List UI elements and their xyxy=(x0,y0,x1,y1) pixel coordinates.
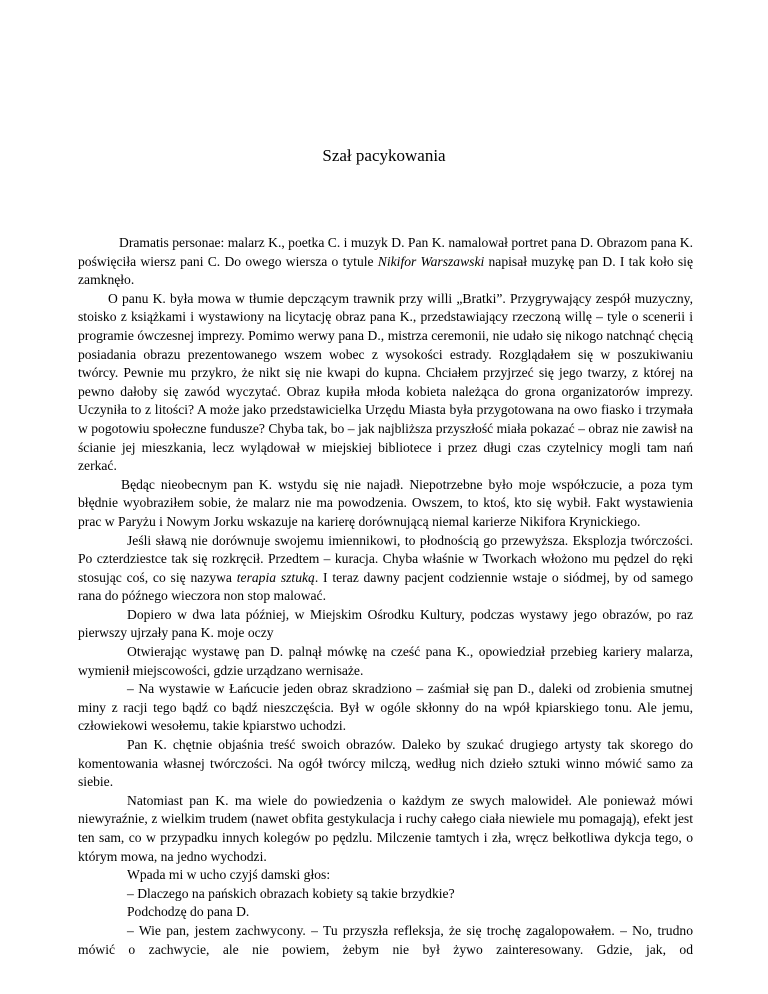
paragraph: O panu K. była mowa w tłumie depczącym trawnik przy willi „Bratki”. Przygrywający zespół muzyczny, stoisko z książkami i wystawiony na licytację obraz pana K., przedstawiający rzeczoną willę – tyle o scenerii i programie ówczesnej imprezy. Pomimo werwy pana D., mistrza ceremonii, nie udało się nikogo natchnąć chęcią posiadania obrazu prezentowanego wszem wobec z wysokości estrady. Rozglądałem się w poszukiwaniu twórcy. Pewnie mu przykro, że nikt się nie kwapi do kupna. Chciałem przyjrzeć się jego twarzy, z której na pewno dałoby się zawód wyczytać. Obraz kupiła młoda kobieta należąca do grona organizatorów imprezy. Uczyniła to z litości? A może jako przedstawicielka Urzędu Miasta była przygotowana na owo fiasko i trzymała w pogotowiu społeczne fundusze? Chyba tak, bo – jak najbliższa przyszłość miała pokazać – obraz nie zawisł na ścianie jej mieszkania, lecz wylądował w miejskiej bibliotece i przez długi czas czytelnicy mogli tam nań zerkać. xyxy=(78,290,693,474)
paragraph: – Dlaczego na pańskich obrazach kobiety są takie brzydkie? xyxy=(127,885,455,901)
paragraph: Podchodzę do pana D. xyxy=(127,904,250,920)
poem-title: Nikifor Warszawski xyxy=(377,253,485,269)
paragraph: Dopiero w dwa lata później, w Miejskim Ośrodku Kultury, podczas wystawy jego obrazów, po raz pierwszy ujrzały pana K. moje oczy xyxy=(78,606,693,641)
paragraph: – Na wystawie w Łańcucie jeden obraz skradziono – zaśmiał się pan D., daleki od zrobienia smutnej miny z racji tego bądź co bądź nieszczęścia. Był w ogóle skłonny do na wpół kpiarskiego tonu. Ale jemu, człowiekowi wesołemu, takie kpiarstwo uchodzi. xyxy=(78,681,693,734)
paragraph: Dramatis personae: malarz K., poetka C. i muzyk D. Pan K. namalował portret pana D. Obrazom pana K. poświęciła wiersz pani C. Do owego wiersza o tytule Nikifor Warszawski napisał muzykę pan D. I tak koło się zamknęło. xyxy=(78,235,693,288)
paragraph: Będąc nieobecnym pan K. wstydu się nie najadł. Niepotrzebne było moje współczucie, a poza tym błędnie wyobraziłem sobie, że malarz nie ma powodzenia. Owszem, to ktoś, kto się wybił. Fakt wystawienia prac w Paryżu i Nowym Jorku wskazuje na karierę dorównującą niemal karierze Nikifora Krynickiego. xyxy=(78,476,693,529)
emphasized-term: terapia sztuką xyxy=(236,569,315,585)
paragraph: Otwierając wystawę pan D. palnął mówkę na cześć pana K., opowiedział przebieg kariery malarza, wymienił miejscowości, gdzie urządzano wernisaże. xyxy=(78,644,693,678)
article-body xyxy=(78,234,693,959)
page-title: Szał pacykowania xyxy=(322,146,446,165)
paragraph: – Wie pan, jestem zachwycony. – Tu przyszła refleksja, że się trochę zagalopowałem. – No, trudno mówić o zachwycie, ale nie powiem, żebym nie był żywo zainteresowany. Gdzie, jak, od xyxy=(78,922,693,957)
paragraph: Pan K. chętnie objaśnia treść swoich obrazów. Daleko by szukać drugiego artysty tak skorego do komentowania własnej twórczości. Na ogół twórcy milczą, według nich dzieło sztuki winno mówić samo za siebie. xyxy=(78,737,693,790)
paragraph: Jeśli sławą nie dorównuje swojemu imiennikowi, to płodnością go przewyższa. Eksplozja twórczości. Po czterdziestce tak się rozkręcił. Przedtem – kuracja. Chyba właśnie w Tworkach włożono mu pędzel do ręki stosując coś, co się nazywa terapia sztuką. I teraz dawny pacjent codziennie wstaje o siódmej, by od samego rana do późnego wieczora non stop malować. xyxy=(78,532,694,604)
paragraph: Wpada mi w ucho czyjś damski głos: xyxy=(127,867,331,883)
paragraph: Natomiast pan K. ma wiele do powiedzenia o każdym ze swych malowideł. Ale ponieważ mówi niewyraźnie, z wielkim trudem (nawet obfita gestykulacja i ruchy całego ciała niewiele mu pomagają), efekt jest ten sam, co w przypadku innych kolegów po pędzlu. Milczenie tamtych i zła, wręcz bełkotliwa dykcja tego, o którym mowa, na jedno wychodzi. xyxy=(78,792,693,864)
